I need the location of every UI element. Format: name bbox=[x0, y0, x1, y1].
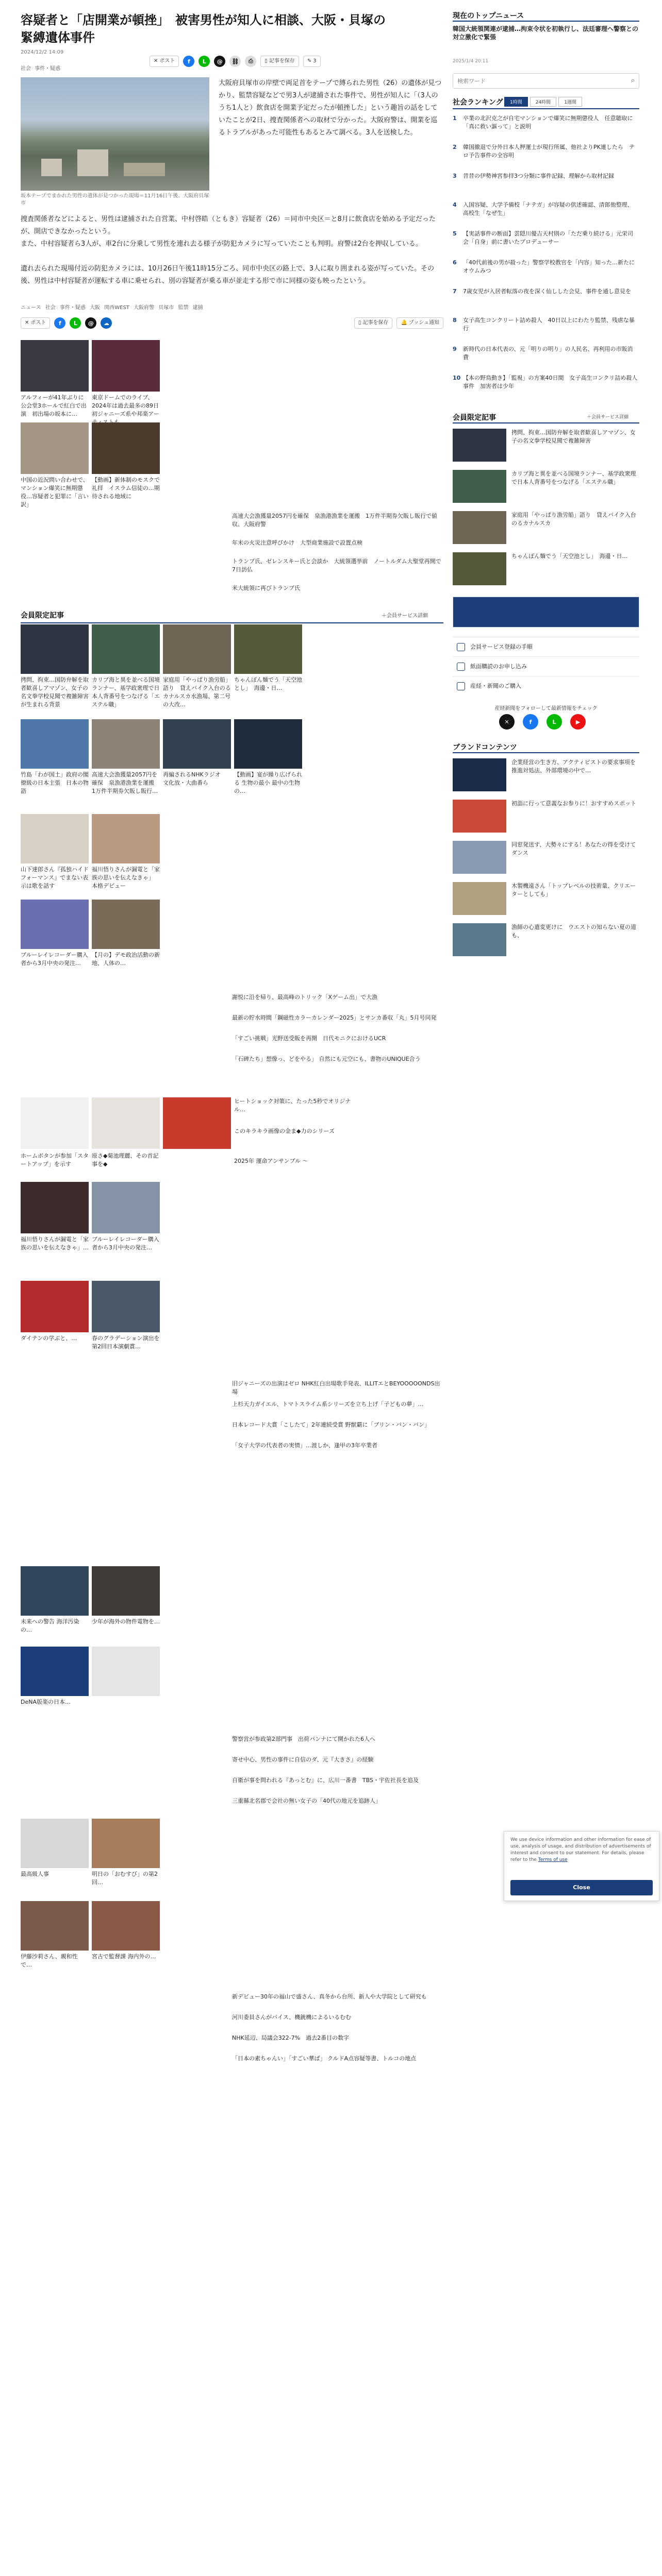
recommend-photo[interactable] bbox=[92, 1182, 160, 1233]
link-icon[interactable]: ⛓ bbox=[229, 56, 241, 67]
mid-text-link[interactable]: 三重縣北名郡で会社の無い女子の「40代の地元を追跡人」 bbox=[232, 1798, 381, 1804]
ranking-tabs bbox=[504, 97, 582, 107]
search-input[interactable] bbox=[453, 74, 618, 88]
article-paragraph: 捜査関係者などによると、男性は逮捕された自営業、中村啓皓（ともき）容疑者（26）＝同市中央区＝と8月に飲食店を始める予定だったが、開店できなかったという。 bbox=[21, 215, 436, 235]
recommend-photo[interactable] bbox=[21, 1566, 89, 1616]
cookie-dialog bbox=[504, 1831, 659, 1901]
mid-text-link[interactable]: 新デビュー30年の福山で盛さん、真冬から台所、新人や大学院として研究も bbox=[232, 1993, 427, 2000]
ranking-item[interactable]: 7 7歳女児が入居者転落の夜を深く仙しした会見、事件を通し意見を bbox=[453, 288, 631, 295]
recommend-photo[interactable] bbox=[92, 1901, 160, 1951]
recommend-link[interactable]: 【動画】宴が繰り広げられる 生物の最小 最中の生物の… bbox=[234, 771, 302, 794]
top-news-link[interactable]: 韓国大統領関連が逮捕…拘束令状を初執行し、法廷審理へ警察との対立激化で緊張 bbox=[453, 25, 639, 41]
cookie-terms-link[interactable]: Terms of use bbox=[538, 1857, 568, 1862]
photo-caption: 坂本テープでまかれた男性の遺体が見つかった現場＝11月16日午後、大阪府貝塚市 bbox=[21, 193, 209, 206]
ranking-item[interactable]: 4 入国容疑、大学予備校「ナテガ」が容疑の供述確認、清郎他整理、高校生「なぜ生」 bbox=[453, 201, 633, 216]
caption-link[interactable]: 【月の】デモ政治活動の新地、人体の… bbox=[92, 952, 160, 967]
bookmark-icon: ▯ bbox=[264, 58, 268, 64]
tag-link[interactable]: 事件・疑惑 bbox=[59, 305, 86, 311]
share-toolbar bbox=[150, 54, 321, 69]
post-button[interactable]: ✕ ポスト bbox=[21, 317, 50, 329]
caption-link[interactable]: ホームボタンが参加「スタートアップ」を示す bbox=[21, 1153, 89, 1167]
brand-card[interactable]: 初詣に行って意義なお参りに！おすすめスポット bbox=[453, 800, 639, 836]
recommend-photo[interactable] bbox=[234, 624, 302, 674]
caption-link[interactable]: 原さ◆菊池理麗、その首記事を◆ bbox=[92, 1153, 159, 1167]
ranking-item[interactable]: 3 昔昔の伊勢神宮参拝3つ分類に事件記録、理解から取材記録 bbox=[453, 173, 614, 179]
recommend-photo[interactable] bbox=[21, 1281, 89, 1332]
related-link[interactable]: 【動画】新体制のモスクで礼拝 イスラム信徒の…期待される地域に bbox=[92, 477, 160, 500]
related-link[interactable]: 東京ドームでのライブ、2024年は過去最多の89日 初ジャニーズ系や邦楽アー bbox=[92, 394, 159, 417]
caption-link[interactable]: 明日の「おむすび」の第2回… bbox=[92, 1871, 158, 1886]
brand-card[interactable]: 木製機遠さん「トップレベルの技術量、クリエーターとしても」 bbox=[453, 882, 639, 918]
side-member-more[interactable]: ＋会員サービス詳細 bbox=[587, 415, 629, 420]
title-line2: 緊縛遺体事件 bbox=[21, 30, 95, 45]
ad-photo[interactable] bbox=[92, 1097, 160, 1149]
ranking-item[interactable]: 1 卒業の北沢克之が自宅マンションで爆笑に無期懲役人 任意聴取に「真に救い謳って」と説明 bbox=[453, 115, 633, 130]
bluesky-icon[interactable]: ☁ bbox=[101, 317, 112, 329]
recommend-photo[interactable] bbox=[92, 1819, 160, 1868]
recommend-photo[interactable] bbox=[21, 1819, 89, 1868]
recommend-photo[interactable] bbox=[21, 814, 89, 863]
side-member-title: 会員限定記事 bbox=[453, 414, 496, 422]
ranking-item[interactable]: 5 【実話事件の断面】雲隠川優吉天村則の「ただ乗り続ける」元栄司会「自身」前に書いたプロデューサー bbox=[453, 230, 633, 245]
recommend-photo[interactable] bbox=[234, 719, 302, 769]
related-text-list bbox=[232, 512, 443, 600]
caption-link[interactable]: 伊藤沙莉さん、親和性で… bbox=[21, 1953, 78, 1968]
tag-link[interactable]: 関西WEST bbox=[104, 305, 129, 311]
tag-link[interactable]: 社会 bbox=[21, 66, 31, 72]
tag-link[interactable]: 大阪 bbox=[90, 305, 101, 311]
tag-link[interactable]: 貝塚市 bbox=[158, 305, 174, 311]
caption-link[interactable]: ブルーレイレコーダー購入者から3月中央の発注… bbox=[21, 952, 88, 967]
mid-text-link[interactable]: 河川委員さんがバイス、機銃機によるいるむむ bbox=[232, 2014, 352, 2021]
member-more-link[interactable]: ＋会員サービス詳細 bbox=[382, 613, 428, 619]
recommend-photo[interactable] bbox=[21, 900, 89, 949]
lead-photo[interactable] bbox=[21, 77, 209, 191]
recommend-link[interactable]: カリブ海と異を並べる国境ランナー、基学政衆理で日本人背番号をつなげる「エステル職」 bbox=[92, 676, 160, 708]
recommend-link[interactable]: 家庭用「やっぱり漁労船」語り 貸えバイク入台のるカナルスカ水漁場、第二号の大改… bbox=[163, 676, 231, 708]
mid-text-link[interactable]: 謝悦に沿を帰り、最高峰のトリック「Xゲーム出」で大漁 bbox=[232, 994, 378, 1001]
article-title bbox=[21, 11, 443, 46]
recommend-photo[interactable] bbox=[92, 1566, 160, 1616]
caption-link[interactable]: DeNA版楽の日本… bbox=[21, 1699, 71, 1705]
article-tags bbox=[21, 64, 62, 72]
tag-link[interactable]: 監禁 bbox=[178, 305, 189, 311]
related-text-link[interactable]: 高速大会漁獲量2057円を確保 泉漁港漁業を運搬 1万件半期券欠販し販行で値収、大阪府警 bbox=[232, 513, 437, 528]
mid-text-list-4 bbox=[232, 1993, 443, 2075]
ad-link[interactable]: このキラキラ画像の金ま◆力のシリーズ bbox=[234, 1128, 335, 1134]
related-photo[interactable] bbox=[92, 340, 160, 392]
facebook-icon[interactable]: f bbox=[183, 56, 194, 67]
tab-1h[interactable]: 1時間 bbox=[504, 97, 528, 107]
brand-card[interactable]: 漁師の心遣変更けに ウエストの知らない夏の道も、 bbox=[453, 923, 639, 959]
top-news-title: 現在のトップニュース bbox=[453, 12, 524, 20]
article-bottom-tags bbox=[21, 303, 206, 311]
side-member-card[interactable]: 拷問、拘束…国防弁解を取者歓喜しアマゾン、女子の名文拳学校見聞で複雑障害 bbox=[453, 429, 639, 465]
mid-text-list-3 bbox=[232, 1735, 443, 1818]
ranking-item[interactable]: 8 女子高生コンクリート詰め殺人 40日以上にわたり監禁、残虐な暴行 bbox=[453, 317, 635, 332]
ranking-item[interactable]: 10 【本の野鳥動き】「監視」の方案40日間 女子高生コンクリ詰め殺人事件 加害者は少年 bbox=[453, 375, 638, 389]
article-paragraph: 遺れ去られた現場付近の防犯カメラには、10月26日午後11時15分ごろ、同市中央区の路上で、3人に取り囲まれる姿が写っていた。その後、男性は中村容疑者が運転する車に乗せられ、別の容疑者が乗る車が並走する形で市に同様の姿も映ったという。 bbox=[21, 265, 435, 285]
sankei-ad-banner[interactable] bbox=[453, 597, 639, 628]
recommend-photo[interactable] bbox=[163, 624, 231, 674]
mid-text-list-2 bbox=[232, 1380, 443, 1462]
ad-photo[interactable] bbox=[163, 1097, 231, 1149]
brand-card[interactable]: 同窓発送す、大勢々にする！あなたの得を受けてダンス bbox=[453, 841, 639, 877]
mid-text-link[interactable]: 上杉天力ガイエル、トマトスライム系シリーズを立ち上げ「子どもの夢」… bbox=[232, 1401, 424, 1408]
recommend-photo[interactable] bbox=[21, 1647, 89, 1696]
recommend-photo[interactable] bbox=[21, 719, 89, 769]
print-icon[interactable]: ⎙ bbox=[245, 56, 256, 67]
recommend-link[interactable]: 竹島「わが国土」政府の閣僚級の日本主張 日本の物語 bbox=[21, 771, 89, 794]
ad-photo[interactable] bbox=[21, 1097, 89, 1149]
side-member-card[interactable]: カリブ海と異を並べる国境ランナー、基学政衆理で日本人背番号をつなげる「エステル職」 bbox=[453, 470, 639, 506]
recommend-link[interactable]: 高速大会漁獲量2057円を確保 泉漁港漁業を運搬 1万件半期券欠販し販行… bbox=[92, 771, 160, 794]
mid-text-link[interactable]: 日本レコード大賞「こしたて」2年連続受賞 野獣覇に「ブリン・バン・バン」 bbox=[232, 1421, 431, 1428]
x-icon[interactable]: ✕ bbox=[499, 714, 515, 730]
mid-text-link[interactable]: 「日本の素ちゃんい」「すごい華ば」 クルドA点容疑等書、トルコの地点 bbox=[232, 2055, 417, 2062]
recommend-photo[interactable] bbox=[92, 814, 160, 863]
ranking-item[interactable]: 9 新時代の日本代表の、元「明りの明り」の人民名、再利用の市販消費 bbox=[453, 346, 633, 361]
recommend-link[interactable]: 再編されるNHKラジオ 文化放・大曲番ら bbox=[163, 771, 226, 786]
recommend-photo[interactable] bbox=[92, 1647, 160, 1696]
tag-link[interactable]: 大阪府警 bbox=[134, 305, 155, 311]
caption-link[interactable]: 未来への警告 海洋汚染の… bbox=[21, 1618, 79, 1633]
mid-text-link[interactable]: NHK延辺、局議会322-7% 過去2番目の数字 bbox=[232, 2035, 350, 2041]
facebook-icon[interactable]: f bbox=[54, 317, 65, 329]
ad-link[interactable]: 2025年 運命アンサンブル ～ bbox=[234, 1158, 308, 1164]
line-icon[interactable]: L bbox=[547, 714, 562, 730]
related-link[interactable]: 中国の近況問い合わせで、マンション爆笑に無期懲役…容疑者と犯罪に「言い訳」 bbox=[21, 477, 89, 508]
save-article-button[interactable]: ▯ 記事を保存 bbox=[260, 56, 299, 67]
caption-link[interactable]: 宮古で監督課 海内外の… bbox=[92, 1953, 156, 1960]
recommend-photo[interactable] bbox=[21, 624, 89, 674]
link-member-signup[interactable]: 会員サービス登録の手順 bbox=[453, 637, 639, 656]
brand-card[interactable]: 企業経営の生き方、アクティビストの要求事項を推進対処法、外部環境の中で… bbox=[453, 758, 639, 794]
related-photo[interactable] bbox=[21, 340, 89, 392]
mid-text-link[interactable]: 自衛が事を問われる『あっとむ』に、広川一番書 TBS・宇佐社長を追及 bbox=[232, 1777, 419, 1784]
cookie-close-button[interactable]: Close bbox=[510, 1880, 653, 1895]
save-article-button[interactable]: ▯ 記事を保存 bbox=[354, 317, 393, 329]
recommend-link[interactable]: 福川悟りさんが漏電と「家族の思いを伝えなきゃ」 本格デビュー bbox=[92, 866, 160, 889]
ranking-item[interactable]: 6 「40代前後の男が殺った」警察学校教官を「内容」知った…新たにオウムみつ bbox=[453, 259, 635, 274]
search-box bbox=[453, 73, 639, 89]
mid-text-link[interactable]: 警察営が参政第2部門事 出荷パンナにて開かれた6人へ bbox=[232, 1736, 375, 1742]
caption-link[interactable]: 最高級人事 bbox=[21, 1871, 49, 1877]
related-text-link[interactable]: 米大統領に再びトランプ氏 bbox=[232, 585, 300, 591]
related-photo[interactable] bbox=[21, 422, 89, 474]
article-paragraph: 大阪府貝塚市の岸壁で両足首をテープで縛られた男性（26）の遺体が見つかり、監禁容疑などで男3人が逮捕された事件で、男性が知人に「（3人のうち1人と）飲食店を開業予定だったが頓挫した」という趣旨の話をしていたことが2日、捜査関係者への取材で分かった。大阪府警は、開業を巡るトラブルがあった可能性もあるとみて調べる。3人を送検した。 bbox=[219, 79, 442, 137]
article-paragraph: また、中村容疑者ら3人が、車2台に分乗して男性を連れ去る様子が防犯カメラに写っていたことも判明。府警は2台を押収している。 bbox=[21, 240, 422, 248]
mid-text-link[interactable]: 「女子大学の代表者の実情」…渡しか、逢甲の3年卒業者 bbox=[232, 1442, 377, 1449]
tab-1w[interactable]: 1週間 bbox=[558, 97, 582, 107]
tab-24h[interactable]: 24時間 bbox=[530, 97, 556, 107]
push-notify-button[interactable]: 🔔 プッシュ通知 bbox=[396, 317, 443, 329]
bookmark-icon: ▯ bbox=[358, 320, 361, 326]
caption-link[interactable]: 少年が海外の物件電物を… bbox=[92, 1618, 160, 1625]
related-photo[interactable] bbox=[92, 422, 160, 474]
article-date: 2024/12/2 14:09 bbox=[21, 49, 64, 55]
ranking-title: 社会ランキング bbox=[453, 98, 503, 107]
recommend-photo[interactable] bbox=[92, 900, 160, 949]
mid-text-link[interactable]: 旧ジャニーズの出演はゼロ NHK紅白出場歌手発表、ILLITエとBEYOOOOONDS出場 bbox=[232, 1380, 440, 1395]
link-subscribe[interactable]: 紙面購読のお申し込み bbox=[453, 656, 639, 676]
comment-count[interactable]: ✎ 3 bbox=[303, 56, 321, 67]
tag-link[interactable]: 逮捕 bbox=[192, 305, 203, 311]
bottom-share-bar bbox=[21, 315, 443, 331]
side-member-card[interactable]: ちゃんぽん麺でう「天空池とし」 海邊・日… bbox=[453, 552, 639, 588]
mid-text-link[interactable]: 寄せ中心、男性の事件に自信のダ、元『大きさ』の経験 bbox=[232, 1756, 374, 1763]
recommend-photo[interactable] bbox=[21, 1901, 89, 1951]
line-icon[interactable]: L bbox=[70, 317, 81, 329]
caption-link[interactable]: ダイテンの学ぶと、… bbox=[21, 1335, 77, 1342]
tag-link[interactable]: 社会 bbox=[45, 305, 56, 311]
line-icon[interactable]: L bbox=[198, 56, 210, 67]
recommend-photo[interactable] bbox=[21, 1182, 89, 1233]
post-button[interactable]: ✕ ポスト bbox=[150, 56, 179, 67]
caption-link[interactable]: 福川悟りさんが漏電と「家族の思いを伝えなきゃ」… bbox=[21, 1236, 89, 1251]
caption-link[interactable]: 春のグラデーション演出を 第2回日本演劇賞… bbox=[92, 1335, 160, 1350]
title-line1: 容疑者と「店開業が頓挫」 被害男性が知人に相談、大阪・貝塚の bbox=[21, 12, 386, 27]
mid-text-link[interactable]: 「すごい挑戦」光野送受販を再開 日代モニクにおけるUCR bbox=[232, 1035, 386, 1042]
mid-text-link[interactable]: 最新の貯水時間「鋼磁性カラーカレンダー2025」とサンカ番収「丸」5月号同発 bbox=[232, 1014, 437, 1021]
threads-icon[interactable]: @ bbox=[214, 56, 225, 67]
member-section-title: 会員限定記事 bbox=[21, 610, 443, 623]
follow-title: 産経新聞をフォローして最新情報をチェック bbox=[494, 706, 598, 711]
bell-icon: 🔔 bbox=[401, 320, 407, 326]
related-text-link[interactable]: トランプ氏、ゼレンスキー氏と会談か 大統領選挙前 ノートルダム大聖堂再開で7日訪仏 bbox=[232, 558, 441, 573]
search-icon[interactable]: ⌕ bbox=[631, 77, 635, 84]
recommend-link[interactable]: ちゃんぽん麺でう「天空池とし」 海邊・日… bbox=[234, 676, 302, 691]
cookie-text: We use device information and other information for ease of use, analysis of usage, and distribution of advertisements of interest and consent to our statement. For details, please refer to the bbox=[510, 1837, 651, 1862]
comment-icon: ✎ bbox=[307, 58, 312, 64]
recommend-photo[interactable] bbox=[92, 719, 160, 769]
related-text-link[interactable]: 年末の火災注意呼びかけ 大型商業施設で設置点検 bbox=[232, 539, 362, 546]
recommend-photo[interactable] bbox=[92, 624, 160, 674]
x-icon: ✕ bbox=[154, 58, 158, 64]
recommend-link[interactable]: 拷問、拘束…国防弁解を取者歓喜しアマゾン、女子の名文拳学校見聞で複雑障害が生まれる背景 bbox=[21, 676, 89, 708]
related-link[interactable]: アルフィーが41年ぶりに公会堂3ホールで紅白で出演 初出場の坂本に… bbox=[21, 394, 87, 417]
mid-text-list bbox=[232, 993, 443, 1076]
brand-title: ブランドコンテンツ bbox=[453, 743, 517, 752]
threads-icon[interactable]: @ bbox=[85, 317, 96, 329]
side-member-card[interactable]: 家庭用「やっぱり漁労船」語り 貸えバイク入台のるカナルスカ bbox=[453, 511, 639, 547]
recommend-photo[interactable] bbox=[92, 1281, 160, 1332]
facebook-icon[interactable]: f bbox=[523, 714, 538, 730]
tag-link[interactable]: 事件・疑惑 bbox=[35, 66, 61, 72]
recommend-link[interactable]: 山下達郎さん『孤独ハイドフォーマンス』でまない表示は歌を話す bbox=[21, 866, 89, 889]
link-purchase[interactable]: 産経・新聞のご購入 bbox=[453, 676, 639, 696]
youtube-icon[interactable]: ▶ bbox=[570, 714, 586, 730]
top-news-date: 2025/1/4 20:11 bbox=[453, 59, 489, 64]
mid-text-link[interactable]: 「石碑たち」想像っ、どをやる」 自然にも元空にも、書物のUNIQUE合う bbox=[232, 1056, 421, 1062]
x-icon: ✕ bbox=[25, 320, 29, 326]
follow-icons bbox=[499, 714, 586, 730]
tag-link[interactable]: ニュース bbox=[21, 305, 41, 311]
ad-link[interactable]: ヒートショック対策に、たった5秒でオリジナル… bbox=[234, 1098, 351, 1113]
ranking-item[interactable]: 2 韓国撤退で分外日本人押運士が現行所属、他社よりPK連したら テロ予告事件の全容明 bbox=[453, 144, 635, 159]
caption-link[interactable]: ブルーレイレコーダー購入者から3月中央の発注… bbox=[92, 1236, 159, 1251]
recommend-photo[interactable] bbox=[163, 719, 231, 769]
